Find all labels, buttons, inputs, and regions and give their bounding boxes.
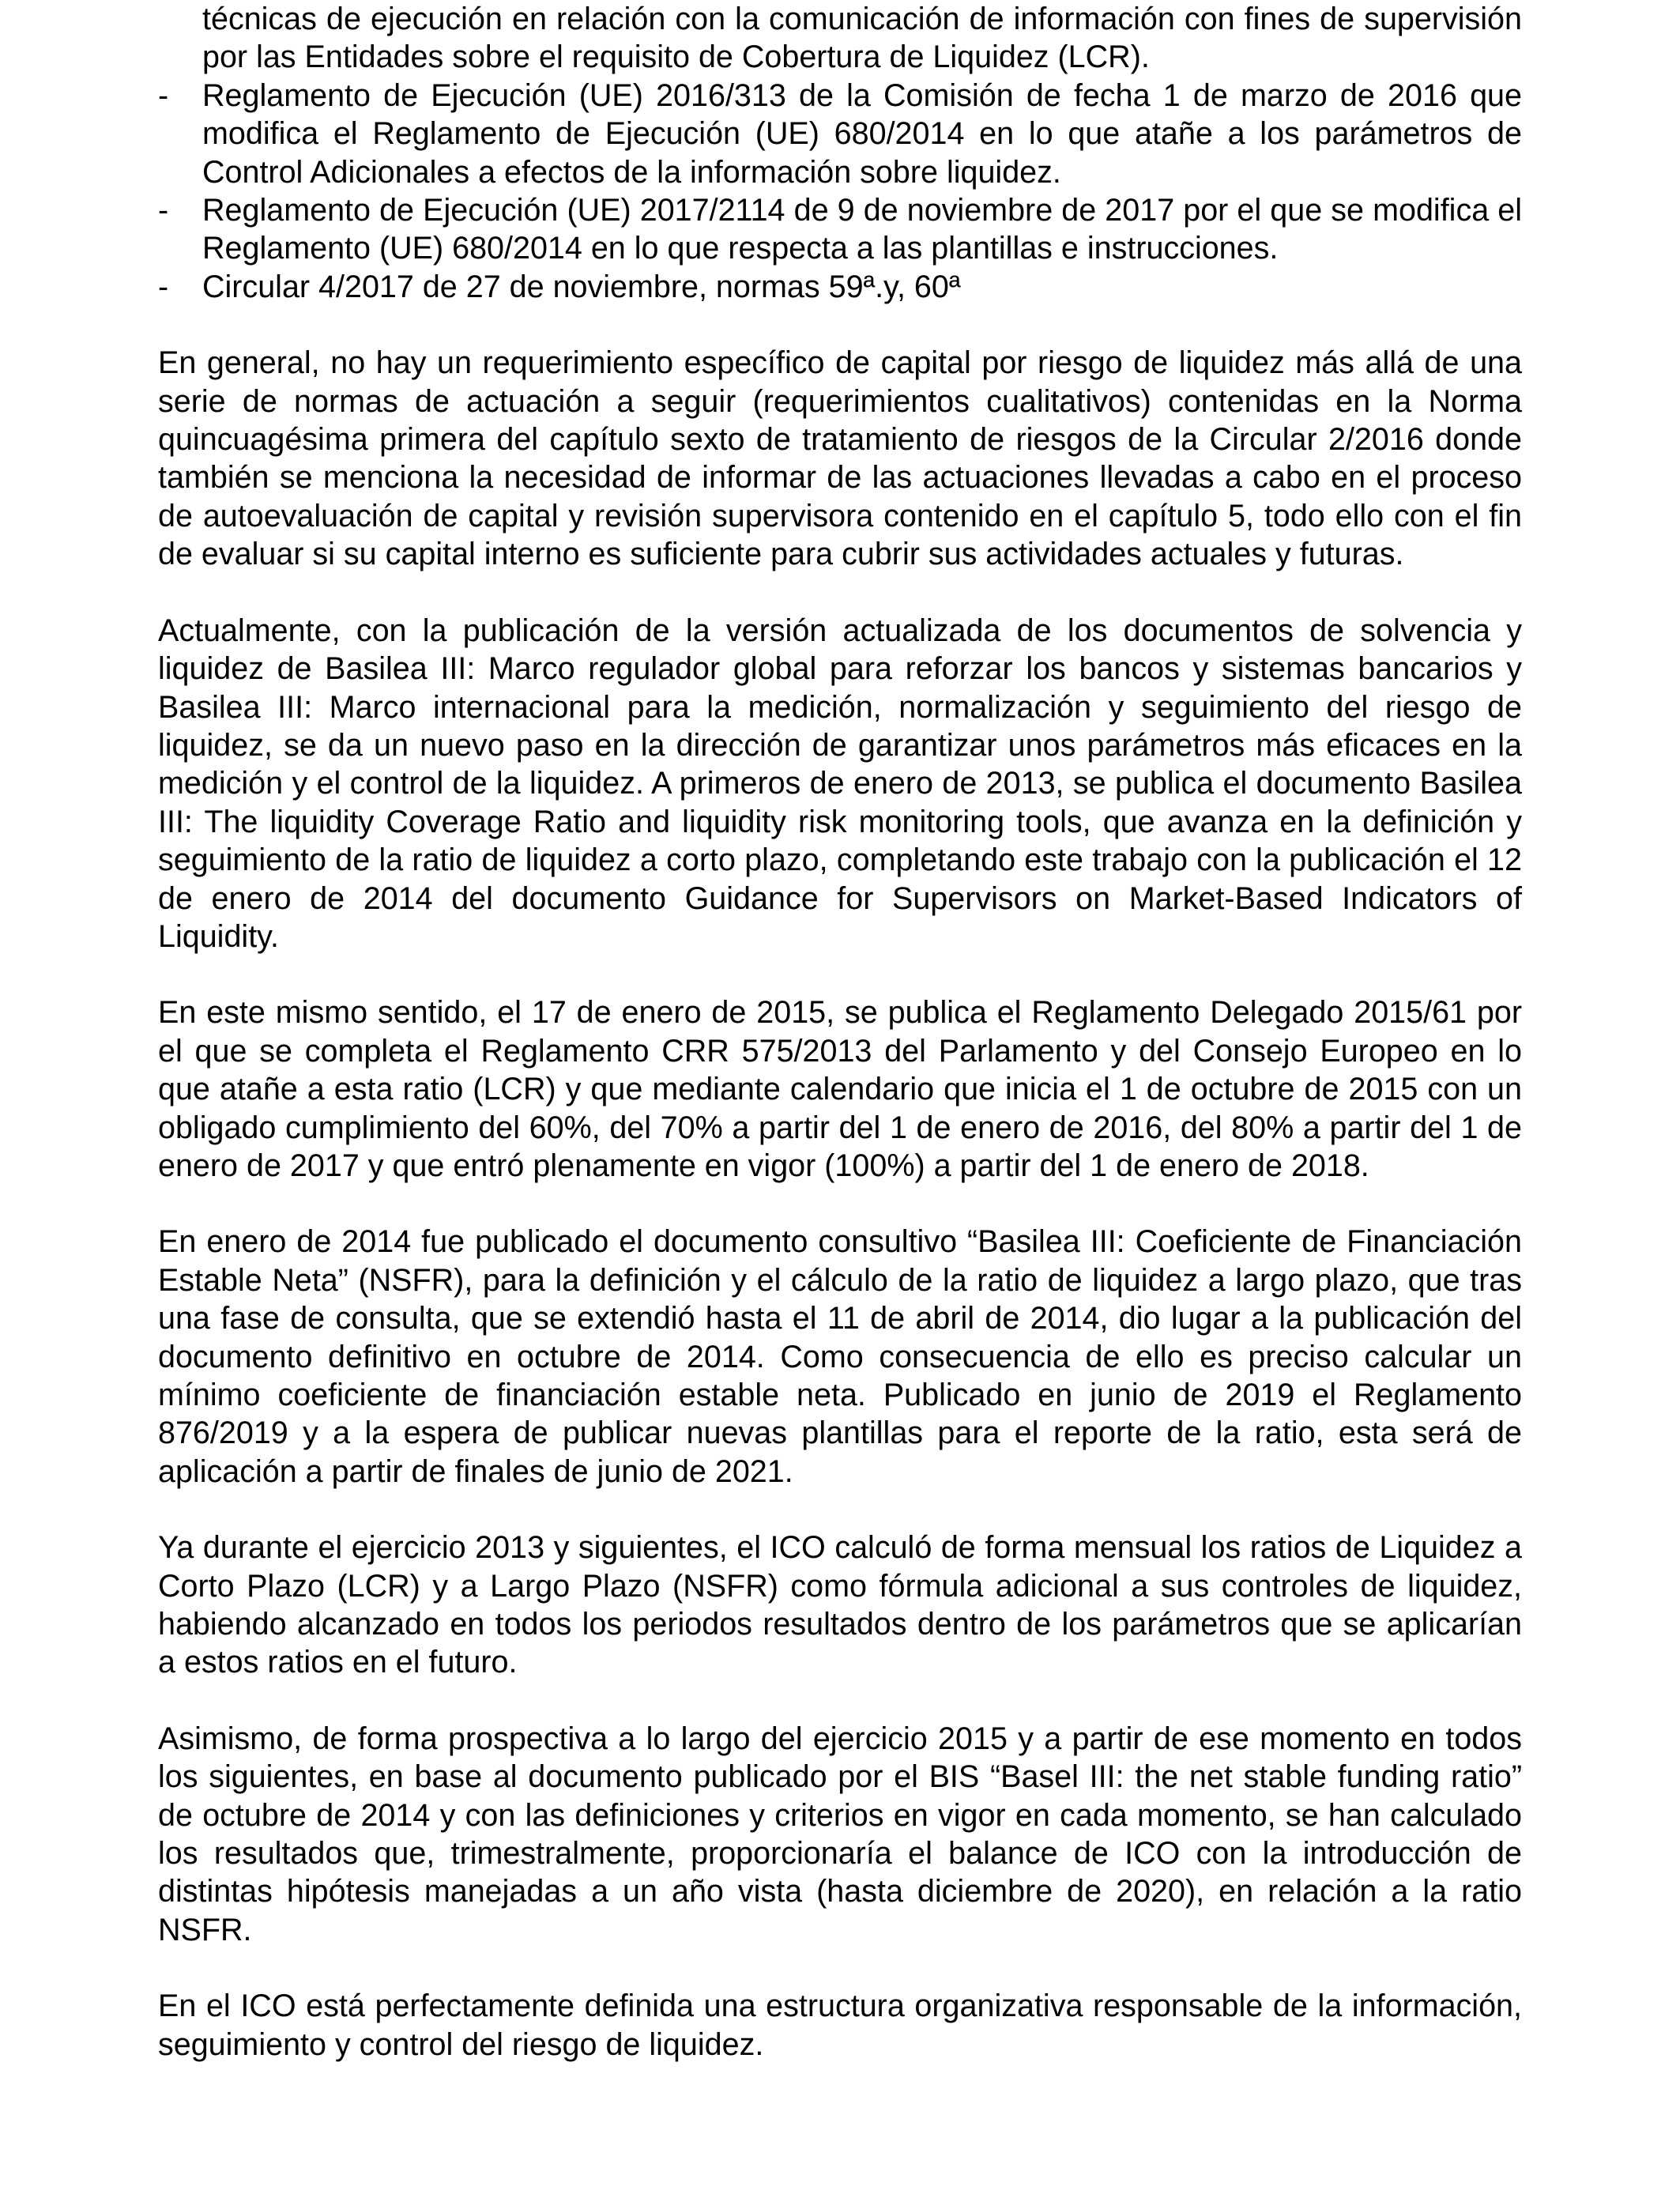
bullet-marker: -	[158, 77, 169, 113]
paragraph-capital-requirement: En general, no hay un requerimiento específico de capital por riesgo de liquidez más allá de una serie de normas de actuación a seguir (requerimientos cualitativos) contenidas en la Norma quincuagésima primera del capítulo sexto de tratamiento de riesgos de la Circular 2/2016 donde también se menciona la necesidad de informar de las actuaciones llevadas a cabo en el proceso de autoevaluación de capital y revisión supervisora contenido en el capítulo 5, todo ello con el fin de evaluar si su capital interno es suficiente para cubrir sus actividades actuales y futuras.	[158, 345, 1522, 572]
list-item	[158, 0, 1522, 77]
paragraph-nsfr: En enero de 2014 fue publicado el documento consultivo “Basilea III: Coeficiente de Financiación Estable Neta” (NSFR), para la definición y el cálculo de la ratio de liquidez a largo plazo, que tras una fase de consulta, que se extendió hasta el 11 de abril de 2014, dio lugar a la publicación del documento definitivo en octubre de 2014. Como consecuencia de ello es preciso calcular un mínimo coeficiente de financiación estable neta. Publicado en junio de 2019 el Reglamento 876/2019 y a la espera de publicar nuevas plantillas para el reporte de la ratio, esta será de aplicación a partir de finales de junio de 2021.	[158, 1224, 1522, 1489]
regulation-list	[158, 0, 1522, 306]
list-item-text: Circular 4/2017 de 27 de noviembre, normas 59ª.y, 60ª	[202, 269, 961, 304]
bullet-marker: -	[158, 193, 169, 228]
paragraph-basel-iii: Actualmente, con la publicación de la versión actualizada de los documentos de solvencia y liquidez de Basilea III: Marco regulador global para reforzar los bancos y sistemas bancarios y Basilea III: Marco internacional para la medición, normalización y seguimiento del riesgo de liquidez, se da un nuevo paso en la dirección de garantizar unos parámetros más eficaces en la medición y el control de la liquidez. A primeros de enero de 2013, se publica el documento Basilea III: The liquidity Coverage Ratio and liquidity risk monitoring tools, que avanza en la definición y seguimiento de la ratio de liquidez a corto plazo, completando este trabajo con la publicación el 12 de enero de 2014 del documento Guidance for Supervisors on Market-Based Indicators of Liquidity.	[158, 613, 1522, 954]
document-page	[158, 0, 1522, 2102]
list-item-text: técnicas de ejecución en relación con la comunicación de información con fines de supervisión por las Entidades sobre el requisito de Cobertura de Liquidez (LCR).	[202, 2, 1522, 75]
list-item	[158, 268, 1522, 306]
paragraph-ico-calculation: Ya durante el ejercicio 2013 y siguientes, el ICO calculó de forma mensual los ratios de Liquidez a Corto Plazo (LCR) y a Largo Plazo (NSFR) como fórmula adicional a sus controles de liquidez, habiendo alcanzado en todos los periodos resultados dentro de los parámetros que se aplicarían a estos ratios en el futuro.	[158, 1530, 1522, 1680]
list-item	[158, 77, 1522, 191]
paragraph-lcr-regulation: En este mismo sentido, el 17 de enero de 2015, se publica el Reglamento Delegado 2015/61 por el que se completa el Reglamento CRR 575/2013 del Parlamento y del Consejo Europeo en lo que atañe a esta ratio (LCR) y que mediante calendario que inicia el 1 de octubre de 2015 con un obligado cumplimiento del 60%, del 70% a partir del 1 de enero de 2016, del 80% a partir del 1 de enero de 2017 y que entró plenamente en vigor (100%) a partir del 1 de enero de 2018.	[158, 995, 1522, 1183]
list-item	[158, 191, 1522, 268]
list-item-text: Reglamento de Ejecución (UE) 2016/313 de la Comisión de fecha 1 de marzo de 2016 que modifica el Reglamento de Ejecución (UE) 680/2014 en lo que atañe a los parámetros de Control Adicionales a efectos de la información sobre liquidez.	[202, 77, 1522, 190]
paragraph-prospective: Asimismo, de forma prospectiva a lo largo del ejercicio 2015 y a partir de ese momento en todos los siguientes, en base al documento publicado por el BIS “Basel III: the net stable funding ratio” de octubre de 2014 y con las definiciones y criterios en vigor en cada momento, se han calculado los resultados que, trimestralmente, proporcionaría el balance de ICO con la introducción de distintas hipótesis manejadas a un año vista (hasta diciembre de 2020), en relación a la ratio NSFR.	[158, 1721, 1522, 1947]
paragraph-organization: En el ICO está perfectamente definida una estructura organizativa responsable de la información, seguimiento y control del riesgo de liquidez.	[158, 1989, 1522, 2062]
list-item-text: Reglamento de Ejecución (UE) 2017/2114 de 9 de noviembre de 2017 por el que se modifica el Reglamento (UE) 680/2014 en lo que respecta a las plantillas e instrucciones.	[202, 193, 1522, 266]
bullet-marker: -	[158, 269, 169, 304]
